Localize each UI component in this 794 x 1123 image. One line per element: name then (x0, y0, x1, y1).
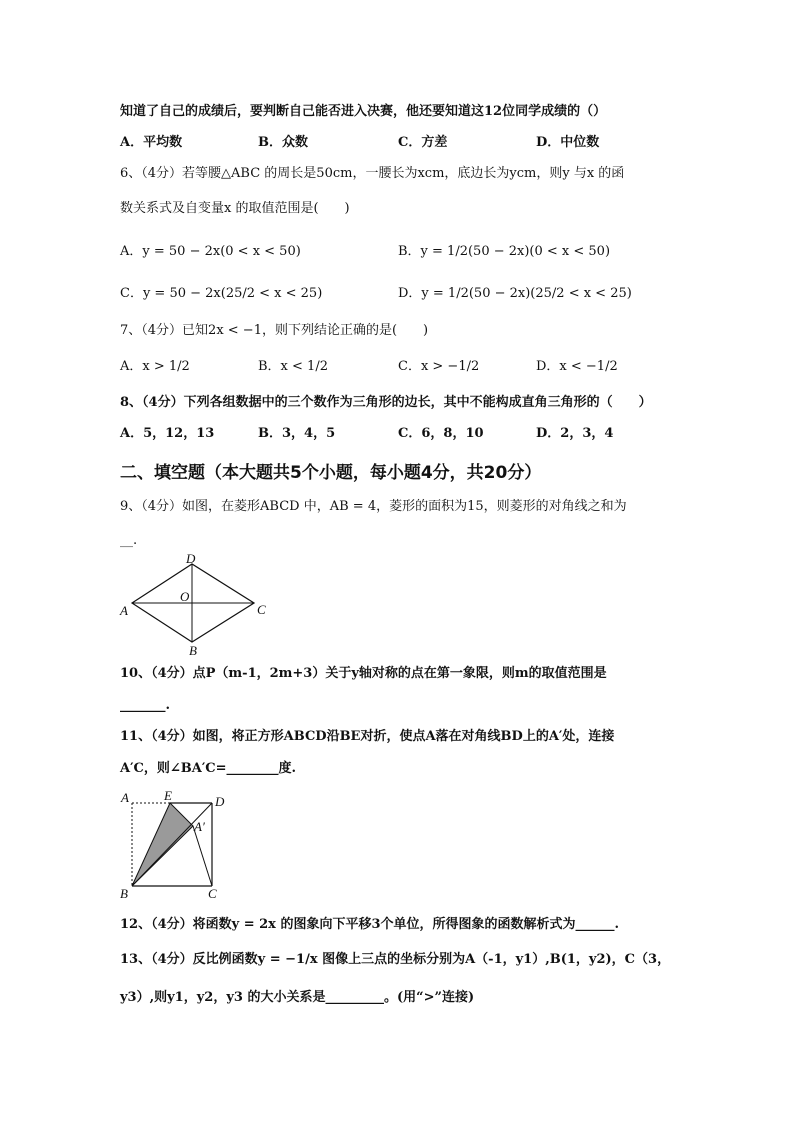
label-a-prime: A′ (194, 819, 205, 834)
label-a: A (121, 790, 129, 805)
q5-text: 知道了自己的成绩后，要判断自己能否进入决赛，他还要知道这12位同学成绩的（） (120, 104, 607, 119)
label-d: D (215, 794, 225, 809)
label-o: O (180, 589, 190, 604)
q12-line: 12、（4分）将函数y = 2x 的图象向下平移3个单位，所得图象的函数解析式为______. (120, 917, 620, 932)
q11-line1: 11、（4分）如图，将正方形ABCD沿BE对折，使点A落在对角线BD上的A′处，连接 (120, 729, 615, 744)
q7-line: 7、（4分）已知2x < −1，则下列结论正确的是( ) (120, 323, 429, 338)
q6-option-c (120, 285, 322, 303)
square-fold-figure (118, 788, 238, 903)
q6-option-a-text: A．y = 50 − 2x(0 < x < 50) (120, 244, 301, 259)
label-b: B (120, 886, 128, 901)
label-c: C (208, 886, 217, 901)
q8-option-a: A．5，12，13 (120, 426, 215, 441)
q6-line2: 数关系式及自变量x 的取值范围是( ) (120, 201, 350, 216)
q5-option-d: D．中位数 (536, 135, 600, 150)
label-d: D (186, 553, 196, 566)
q5-option-c: C．方差 (398, 135, 448, 150)
q5-option-a: A．平均数 (120, 135, 183, 150)
label-e: E (164, 788, 172, 803)
q13-line2: y3）,则y1，y2，y3 的大小关系是_________。(用“>”连接) (120, 990, 475, 1005)
section-heading: 二、填空题（本大题共5个小题，每小题4分，共20分） (120, 463, 542, 483)
q9-line1: 9、（4分）如图，在菱形ABCD 中，AB = 4，菱形的面积为15，则菱形的对角线之和为 (120, 499, 627, 514)
q6-option-d-text: D．y = 1/2(50 − 2x)(25/2 < x < 25) (398, 286, 632, 301)
folded-triangle (132, 803, 193, 886)
q8-option-d: D．2，3，4 (536, 426, 614, 441)
label-b: B (189, 643, 197, 658)
q7-option-a: A．x > 1/2 (120, 359, 190, 374)
q6-line1: 6、（4分）若等腰△ABC 的周长是50cm，一腰长为xcm，底边长为ycm，则y 与x 的函 (120, 166, 625, 181)
label-a: A (120, 603, 128, 618)
q11-line2: A′C，则∠BA′C=________度. (120, 761, 297, 776)
q8-line: 8、（4分）下列各组数据中的三个数作为三角形的边长，其中不能构成直角三角形的（ ） (120, 395, 652, 410)
q6-option-c-text: C．y = 50 − 2x(25/2 < x < 25) (120, 286, 323, 301)
q6-option-b-text: B．y = 1/2(50 − 2x)(0 < x < 50) (398, 244, 611, 259)
q10-line2: _______. (120, 698, 171, 713)
q13-line1: 13、（4分）反比例函数y = −1/x 图像上三点的坐标分别为A（-1，y1）,B(1，y2)，C（3， (120, 952, 671, 967)
q8-option-c: C．6，8，10 (398, 426, 484, 441)
q8-option-b: B．3，4，5 (258, 426, 336, 441)
segment-a-prime-c (193, 826, 212, 886)
q7-option-c: C．x > −1/2 (398, 359, 480, 374)
q7-option-b: B．x < 1/2 (258, 359, 328, 374)
q6-option-a (120, 243, 301, 261)
rhombus-figure (118, 553, 278, 658)
q6-option-d (398, 285, 632, 303)
q6-option-b (398, 243, 610, 261)
q7-option-d: D．x < −1/2 (536, 359, 618, 374)
q10-line1: 10、（4分）点P（m-1，2m+3）关于y轴对称的点在第一象限，则m的取值范围是 (120, 666, 607, 681)
q5-option-b: B．众数 (258, 135, 308, 150)
label-c: C (257, 602, 266, 617)
q9-line2: __. (120, 533, 138, 548)
